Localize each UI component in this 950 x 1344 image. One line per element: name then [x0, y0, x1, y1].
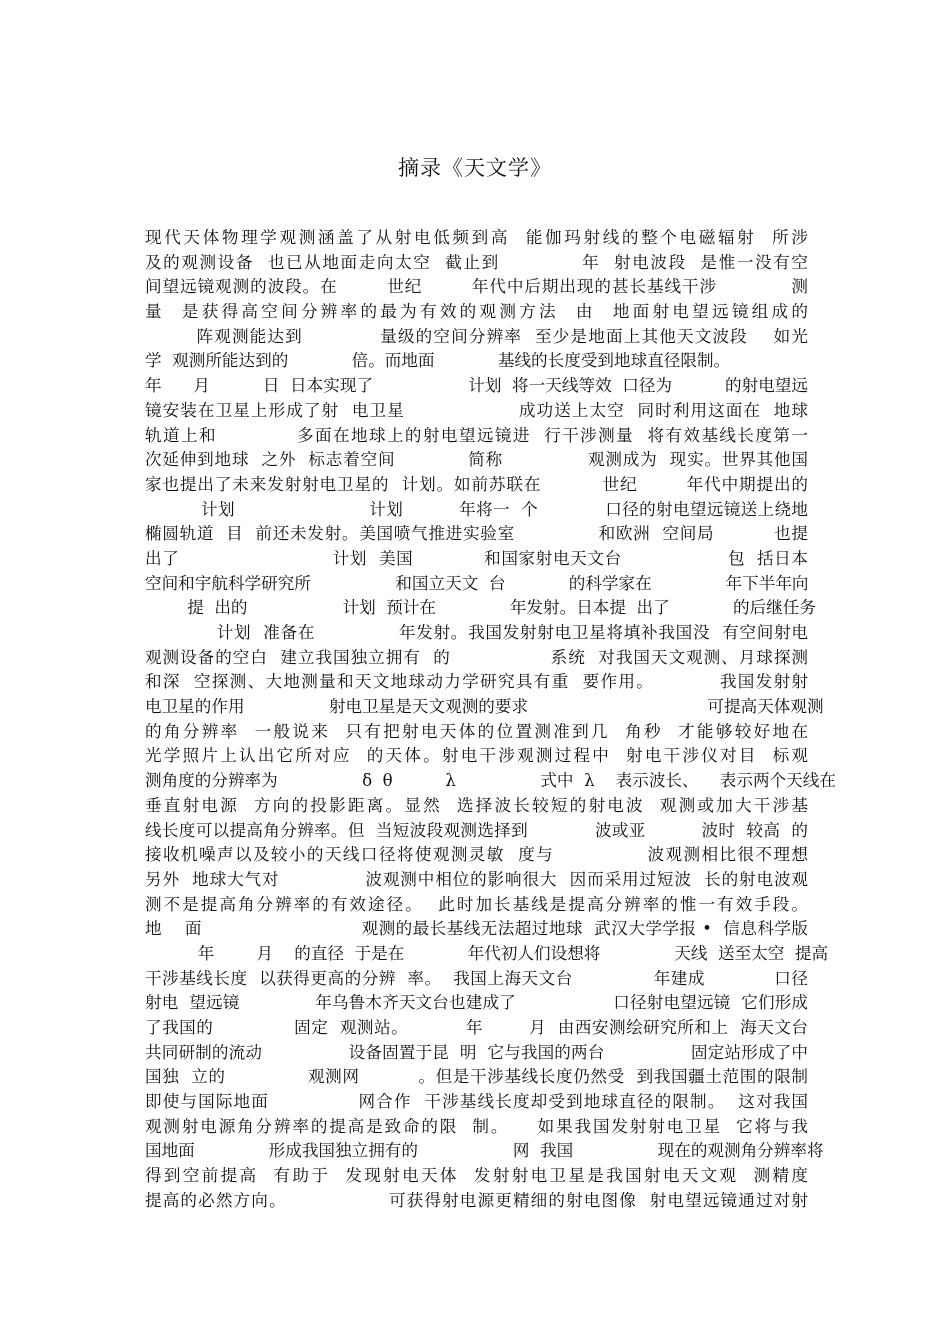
text-line: 得到空前提高 有助于 发现射电天体 发射射电卫星是我国射电天文观 测精度 — [145, 1166, 808, 1186]
text-line: 提 出的 计划 预计在 年发射。日本提 出了 的后继任务 — [145, 598, 816, 618]
text-line: 观测射电源角分辨率的提高是致命的限 制。 如果我国发射射电卫星 它将与我 — [145, 1116, 808, 1136]
text-line: 阵观测能达到 量级的空间分辨率 至少是地面上其他天文波段 如光 — [145, 326, 808, 346]
text-line: 年 月 日 日本实现了 计划 将一天线等效 口径为 的射电望远 — [145, 376, 808, 396]
text-line: 国地面 形成我国独立拥有的 网 我国 现在的观测角分辨率将 — [145, 1141, 824, 1161]
text-line: 镜安装在卫星上形成了射 电卫星 成功送上太空 同时利用这面在 地球 — [145, 400, 808, 420]
text-line: 光学照片上认出它所对应 的天体。射电干涉观测过程中 射电干涉仪对目 标观 — [145, 746, 808, 766]
text-line: 空间和宇航科学研究所 和国立天文 台 的科学家在 年下半年向 — [145, 573, 809, 593]
text-line: 了我国的 固定 观测站。 年 月 由西安测绘研究所和上 海天文台 — [145, 1018, 808, 1037]
text-line: 即使与国际地面 网合作 干涉基线长度却受到地球直径的限制。 这对我国 — [145, 1092, 808, 1112]
text-line: 电卫星的作用 射电卫星是天文观测的要求 可提高天体观测 — [145, 697, 824, 717]
text-line: 椭圆轨道 目 前还未发射。美国喷气推进实验室 和欧洲 空间局 也提 — [145, 524, 808, 544]
text-line: 次延伸到地球 之外 标志着空间 简称 观测成为 现实。世界其他国 — [145, 450, 808, 470]
text-line: 线长度可以提高角分辨率。但 当短波段观测选择到 波或亚 波时 较高 的 — [145, 820, 808, 840]
text-line: 的角分辨率 一般说来 只有把射电天体的位置测准到几 角秒 才能够较好地在 — [145, 721, 808, 741]
text-line: 另外 地球大气对 波观测中相位的影响很大 因而采用过短波 长的射电波观 — [145, 869, 808, 889]
text-line: 间望远镜观测的波段。在 世纪 年代中后期出现的甚长基线干涉 测 — [145, 277, 808, 297]
text-line: 测角度的分辨率为 δ θ λ 式中 λ 表示波长、 表示两个天线在 — [145, 771, 836, 791]
text-line: 国独 立的 观测网 。但是干涉基线长度仍然受 到我国疆土范围的限制 — [145, 1067, 808, 1087]
text-line: 量 是获得高空间分辨率的最为有效的观测方法 由 地面射电望远镜组成的 — [145, 302, 808, 322]
article-body — [145, 226, 836, 1214]
text-line: 地 面 观测的最长基线无法超过地球 武汉大学学报 • 信息科学版 — [145, 919, 808, 939]
text-line: 共同研制的流动 设备固置于昆 明 它与我国的两台 固定站形成了中 — [145, 1042, 808, 1062]
text-line: 及的观测设备 也已从地面走向太空 截止到 年 射电波段 是惟一没有空 — [145, 252, 808, 272]
text-line: 学 观测所能达到的 倍。而地面 基线的长度受到地球直径限制。 — [145, 351, 731, 371]
document-title: 摘录《天文学》 — [398, 156, 552, 180]
text-line: 轨道上和 多面在地球上的射电望远镜进 行干涉测量 将有效基线长度第一 — [145, 425, 808, 445]
text-line: 射电 望远镜 年乌鲁木齐天文台也建成了 口径射电望远镜 它们形成 — [145, 993, 808, 1013]
text-line: 家也提出了未来发射射电卫星的 计划。如前苏联在 世纪 年代中期提出的 — [145, 474, 808, 494]
text-line: 计划 准备在 年发射。我国发射射电卫星将填补我国没 有空间射电 — [145, 623, 808, 642]
text-line: 垂直射电源 方向的投影距离。显然 选择波长较短的射电波 观测或加大干涉基 — [145, 795, 808, 815]
text-line: 年 月 的直径 于是在 年代初人们设想将 天线 送至太空 提高 — [145, 943, 829, 963]
text-line: 出了 计划 美国 和国家射电天文台 包 括日本 — [145, 548, 808, 568]
text-line: 现代天体物理学观测涵盖了从射电低频到高 能伽玛射线的整个电磁辐射 所涉 — [145, 228, 808, 247]
text-line: 干涉基线长度 以获得更高的分辨 率。 我国上海天文台 年建成 口径 — [145, 968, 808, 988]
text-line: 观测设备的空白 建立我国独立拥有 的 系统 对我国天文观测、月球探测 — [145, 647, 808, 667]
text-line: 测不是提高角分辨率的有效途径。 此时加长基线是提高分辨率的惟一有效手段。 — [145, 894, 808, 914]
text-line: 提高的必然方向。 可获得射电源更精细的射电图像 射电望远镜通过对射 — [145, 1190, 808, 1210]
text-line: 计划 计划 年将一 个 口径的射电望远镜送上绕地 — [145, 499, 808, 519]
text-line: 和深 空探测、大地测量和天文地球动力学研究具有重 要作用。 我国发射射 — [145, 672, 808, 692]
text-line: 接收机噪声以及较小的天线口径将使观测灵敏 度与 波观测相比很不理想 — [145, 845, 808, 865]
